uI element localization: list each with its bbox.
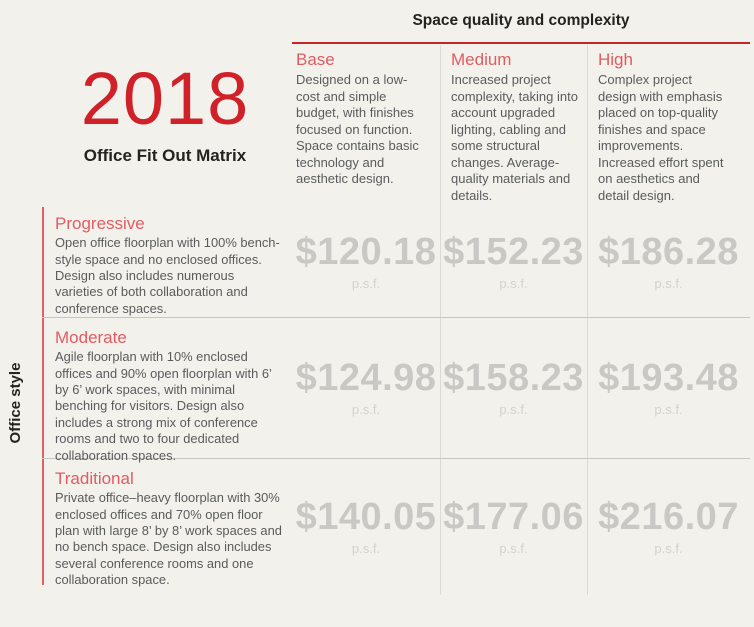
price-value: $177.06 [443, 496, 584, 539]
price-value: $120.18 [295, 231, 437, 274]
column-description: Increased project complexity, taking into account upgraded lighting, cabling and some structural changes. Average-quality materials and details. [451, 72, 578, 203]
table-row-progressive [42, 207, 750, 317]
row-title: Traditional [55, 469, 134, 488]
price-value: $158.23 [443, 357, 584, 400]
price-unit: p.s.f. [351, 540, 381, 556]
row-description: Open office floorplan with 100% bench-style space and no enclosed offices. Design also includes numerous varieties of both collaboration and conference spaces. [55, 235, 280, 316]
column-header-high [587, 50, 750, 204]
price-cell [587, 318, 750, 458]
price-value: $186.28 [598, 231, 739, 274]
column-header-medium [440, 50, 587, 204]
table-row-moderate [42, 317, 750, 463]
price-cell [587, 207, 750, 317]
row-header [42, 459, 292, 595]
column-title: Medium [451, 50, 512, 69]
price-unit: p.s.f. [654, 275, 683, 291]
matrix-rows [42, 207, 750, 595]
price-unit: p.s.f. [499, 540, 528, 556]
row-axis-label: Office style [7, 362, 24, 444]
row-title: Progressive [55, 214, 145, 233]
column-description: Designed on a low-cost and simple budget, with finishes focused on function. Space contains basic technology and aesthetic design. [296, 72, 419, 187]
row-header [42, 318, 292, 463]
price-unit: p.s.f. [499, 275, 528, 291]
column-axis-title: Space quality and complexity [412, 12, 630, 29]
row-description: Private office–heavy floorplan with 30% enclosed offices and 70% open floor plan with large 8’ by 8’ work spaces and no bench space. Design also includes several conference rooms and one collaboration space. [55, 490, 282, 588]
price-unit: p.s.f. [654, 401, 683, 417]
row-title: Moderate [55, 328, 127, 347]
price-cell [587, 459, 750, 595]
price-cell [292, 207, 440, 317]
header-rule [292, 42, 750, 44]
price-unit: p.s.f. [499, 401, 528, 417]
year-title: 2018 [80, 57, 250, 140]
table-row-traditional [42, 458, 750, 595]
column-title: High [598, 50, 633, 69]
price-value: $140.05 [295, 496, 437, 539]
price-value: $216.07 [598, 496, 739, 539]
row-header [42, 207, 292, 317]
price-value: $124.98 [295, 357, 437, 400]
column-headers [292, 50, 750, 204]
price-cell [440, 207, 587, 317]
price-cell [440, 459, 587, 595]
column-description: Complex project design with emphasis placed on top-quality finishes and space improvements. Increased effort spent on aesthetics and detail design. [598, 72, 724, 203]
price-value: $193.48 [598, 357, 739, 400]
price-unit: p.s.f. [654, 540, 683, 556]
price-unit: p.s.f. [351, 401, 381, 417]
price-unit: p.s.f. [351, 275, 381, 291]
price-value: $152.23 [443, 231, 584, 274]
column-title: Base [296, 50, 335, 69]
row-description: Agile floorplan with 10% enclosed offices and 90% open floorplan with 6’ by 6’ work spaces, with minimal benching for visitors. Design also includes a strong mix of conference rooms and two to four dedicated collaboration spaces. [55, 349, 272, 463]
price-cell [292, 459, 440, 595]
price-cell [440, 318, 587, 458]
matrix-subtitle: Office Fit Out Matrix [83, 146, 247, 165]
price-cell [292, 318, 440, 458]
title-block [36, 57, 294, 166]
column-header-base [292, 50, 440, 188]
